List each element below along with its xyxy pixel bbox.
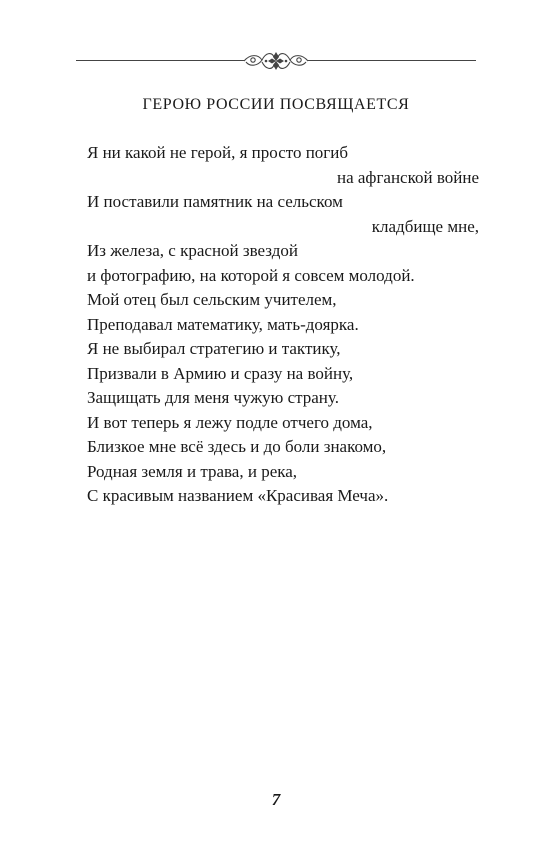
poem-title: ГЕРОЮ РОССИИ ПОСВЯЩАЕТСЯ (142, 96, 410, 113)
poem-line: Близкое мне всё здесь и до боли знакомо, (87, 437, 387, 456)
poem-line: Я ни какой не герой, я просто погиб (87, 143, 349, 162)
poem-body (87, 141, 479, 509)
decorative-divider (76, 48, 476, 74)
poem-line: на афганской войне (336, 167, 479, 187)
poem-line: и фотографию, на которой я совсем молодой. (87, 265, 415, 285)
poem-line: И поставили памятник на сельском (87, 192, 343, 211)
floral-divider-icon (240, 48, 312, 74)
poem-line: С красивым названием «Красивая Меча». (87, 486, 389, 505)
divider-rule-left (76, 60, 244, 61)
divider-rule-right (308, 60, 476, 61)
poem-line: Преподавал математику, мать-доярка. (87, 314, 359, 334)
poem-line: И вот теперь я лежу подле отчего дома, (87, 412, 373, 432)
poem-line: кладбище мне, (371, 216, 479, 236)
poem-line: Из железа, с красной звездой (87, 241, 298, 260)
poem-line: Защищать для меня чужую страну. (87, 388, 339, 407)
poem-line: Родная земля и трава, и река, (87, 461, 298, 481)
poem-line: Я не выбирал стратегию и тактику, (87, 339, 341, 358)
page-number: 7 (271, 790, 281, 809)
poem-line: Мой отец был сельским учителем, (87, 290, 337, 309)
poem-line: Призвали в Армию и сразу на войну, (87, 363, 354, 383)
